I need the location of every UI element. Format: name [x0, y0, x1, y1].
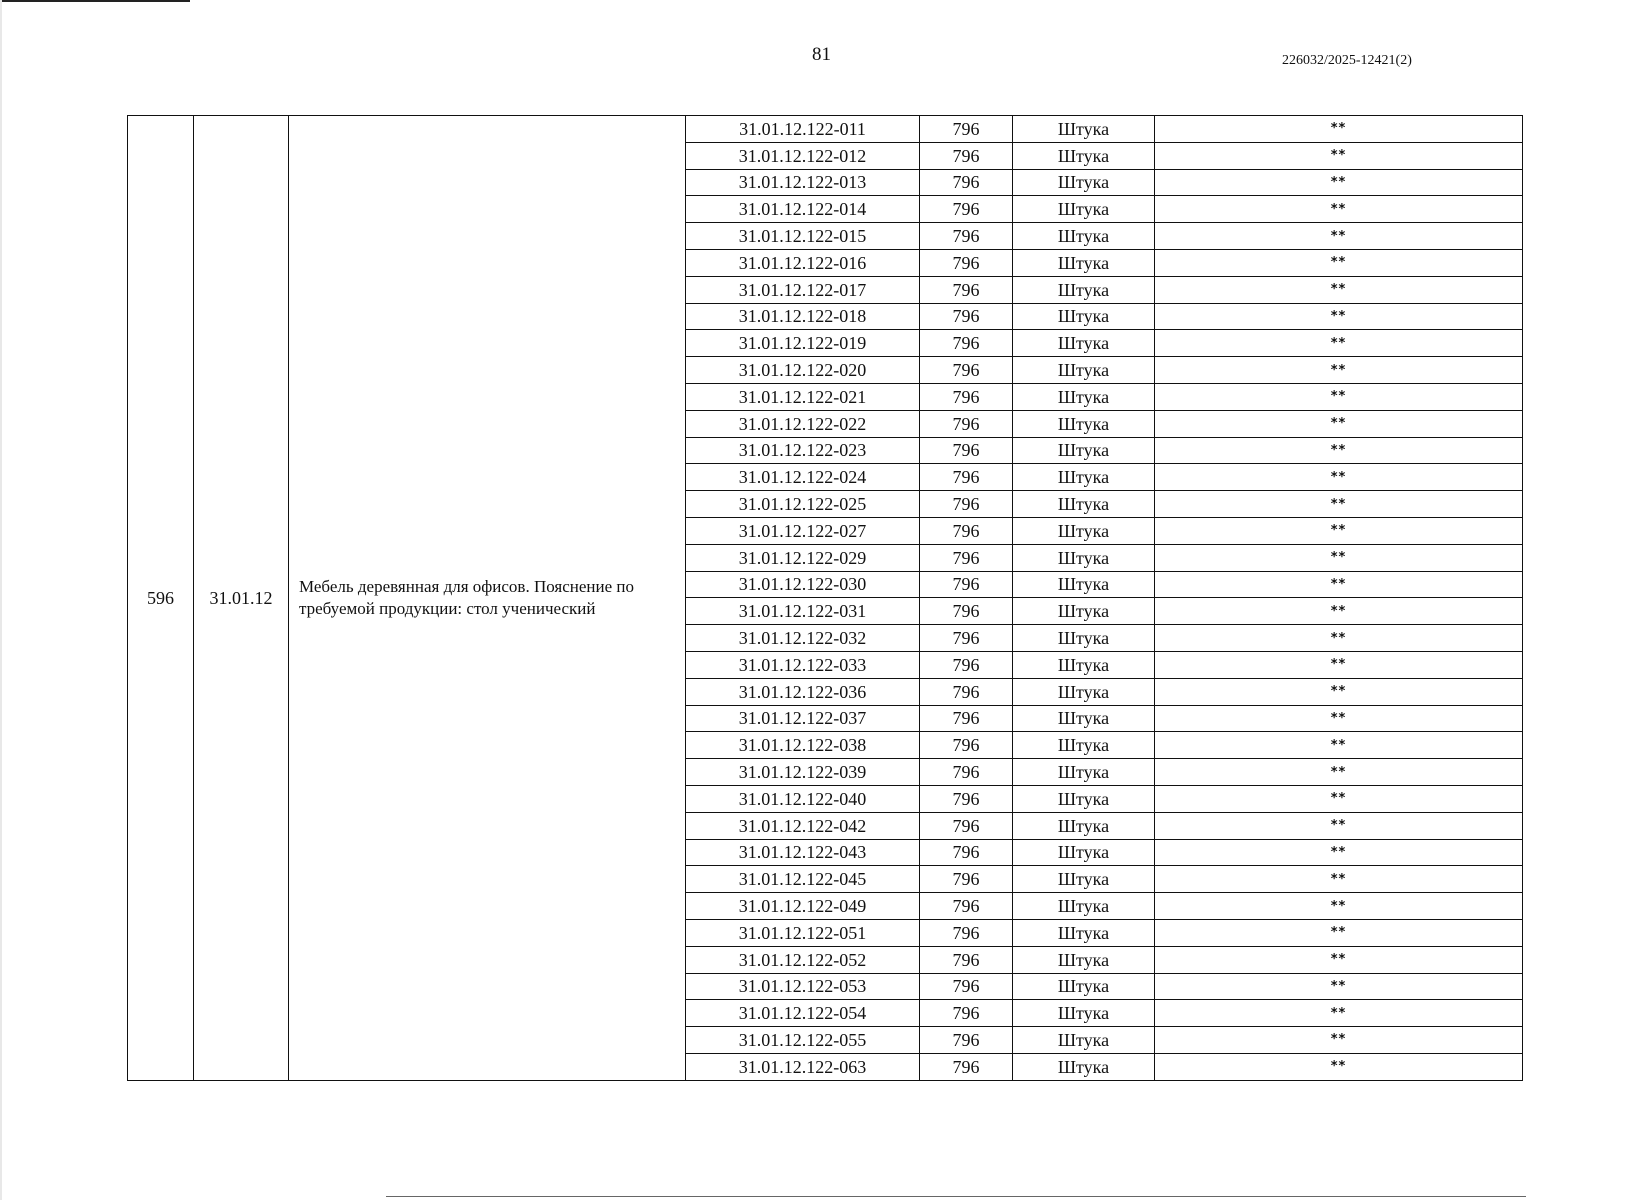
unit-cell: Штука [1013, 169, 1155, 196]
ktru-code-cell: 31.01.12.122-032 [686, 625, 920, 652]
requirement-mark-cell: ** [1155, 678, 1523, 705]
okpd-code-cell: 31.01.12 [194, 116, 289, 1081]
okei-code-cell: 796 [920, 410, 1013, 437]
ktru-code-cell: 31.01.12.122-025 [686, 491, 920, 518]
okei-code-cell: 796 [920, 678, 1013, 705]
requirement-mark-cell: ** [1155, 276, 1523, 303]
requirement-mark-cell: ** [1155, 437, 1523, 464]
ktru-code-cell: 31.01.12.122-017 [686, 276, 920, 303]
unit-cell: Штука [1013, 276, 1155, 303]
unit-cell: Штука [1013, 598, 1155, 625]
requirement-mark-cell: ** [1155, 785, 1523, 812]
ktru-code-cell: 31.01.12.122-020 [686, 357, 920, 384]
requirement-mark-cell: ** [1155, 491, 1523, 518]
unit-cell: Штука [1013, 919, 1155, 946]
unit-cell: Штука [1013, 330, 1155, 357]
ktru-code-cell: 31.01.12.122-042 [686, 812, 920, 839]
scan-edge-left [0, 0, 2, 1200]
okei-code-cell: 796 [920, 383, 1013, 410]
okei-code-cell: 796 [920, 1000, 1013, 1027]
ktru-code-cell: 31.01.12.122-045 [686, 866, 920, 893]
requirement-mark-cell: ** [1155, 946, 1523, 973]
okei-code-cell: 796 [920, 625, 1013, 652]
ktru-code-cell: 31.01.12.122-039 [686, 759, 920, 786]
unit-cell: Штука [1013, 1027, 1155, 1054]
okei-code-cell: 796 [920, 223, 1013, 250]
okei-code-cell: 796 [920, 544, 1013, 571]
unit-cell: Штука [1013, 759, 1155, 786]
unit-cell: Штука [1013, 517, 1155, 544]
requirement-mark-cell: ** [1155, 732, 1523, 759]
okei-code-cell: 796 [920, 249, 1013, 276]
unit-cell: Штука [1013, 464, 1155, 491]
item-number-cell: 596 [128, 116, 194, 1081]
unit-cell: Штука [1013, 1000, 1155, 1027]
requirement-mark-cell: ** [1155, 330, 1523, 357]
ktru-code-cell: 31.01.12.122-024 [686, 464, 920, 491]
ktru-code-cell: 31.01.12.122-049 [686, 893, 920, 920]
requirement-mark-cell: ** [1155, 410, 1523, 437]
ktru-code-cell: 31.01.12.122-016 [686, 249, 920, 276]
ktru-code-cell: 31.01.12.122-036 [686, 678, 920, 705]
okei-code-cell: 796 [920, 330, 1013, 357]
ktru-code-cell: 31.01.12.122-052 [686, 946, 920, 973]
requirement-mark-cell: ** [1155, 839, 1523, 866]
unit-cell: Штука [1013, 973, 1155, 1000]
ktru-code-cell: 31.01.12.122-037 [686, 705, 920, 732]
okei-code-cell: 796 [920, 571, 1013, 598]
ktru-code-cell: 31.01.12.122-021 [686, 383, 920, 410]
unit-cell: Штука [1013, 544, 1155, 571]
okei-code-cell: 796 [920, 893, 1013, 920]
ktru-code-cell: 31.01.12.122-015 [686, 223, 920, 250]
okei-code-cell: 796 [920, 169, 1013, 196]
okei-code-cell: 796 [920, 839, 1013, 866]
unit-cell: Штука [1013, 491, 1155, 518]
unit-cell: Штука [1013, 437, 1155, 464]
unit-cell: Штука [1013, 651, 1155, 678]
ktru-code-cell: 31.01.12.122-055 [686, 1027, 920, 1054]
requirement-mark-cell: ** [1155, 598, 1523, 625]
okei-code-cell: 796 [920, 759, 1013, 786]
requirement-mark-cell: ** [1155, 866, 1523, 893]
okei-code-cell: 796 [920, 1027, 1013, 1054]
requirement-mark-cell: ** [1155, 1053, 1523, 1080]
okei-code-cell: 796 [920, 116, 1013, 143]
ktru-code-cell: 31.01.12.122-040 [686, 785, 920, 812]
requirement-mark-cell: ** [1155, 625, 1523, 652]
scan-edge-bottom [386, 1196, 1526, 1197]
unit-cell: Штука [1013, 893, 1155, 920]
requirement-mark-cell: ** [1155, 893, 1523, 920]
requirement-mark-cell: ** [1155, 544, 1523, 571]
requirement-mark-cell: ** [1155, 705, 1523, 732]
okei-code-cell: 796 [920, 196, 1013, 223]
requirement-mark-cell: ** [1155, 464, 1523, 491]
unit-cell: Штука [1013, 249, 1155, 276]
ktru-code-cell: 31.01.12.122-022 [686, 410, 920, 437]
okei-code-cell: 796 [920, 464, 1013, 491]
ktru-code-cell: 31.01.12.122-014 [686, 196, 920, 223]
ktru-code-cell: 31.01.12.122-053 [686, 973, 920, 1000]
table-row [128, 116, 1523, 143]
unit-cell: Штука [1013, 839, 1155, 866]
unit-cell: Штука [1013, 785, 1155, 812]
requirement-mark-cell: ** [1155, 571, 1523, 598]
unit-cell: Штука [1013, 383, 1155, 410]
ktru-code-cell: 31.01.12.122-031 [686, 598, 920, 625]
ktru-code-cell: 31.01.12.122-033 [686, 651, 920, 678]
unit-cell: Штука [1013, 357, 1155, 384]
unit-cell: Штука [1013, 196, 1155, 223]
unit-cell: Штука [1013, 142, 1155, 169]
unit-cell: Штука [1013, 410, 1155, 437]
unit-cell: Штука [1013, 678, 1155, 705]
products-table-body [128, 116, 1523, 1081]
requirement-mark-cell: ** [1155, 116, 1523, 143]
okei-code-cell: 796 [920, 946, 1013, 973]
okei-code-cell: 796 [920, 732, 1013, 759]
requirement-mark-cell: ** [1155, 517, 1523, 544]
unit-cell: Штука [1013, 223, 1155, 250]
requirement-mark-cell: ** [1155, 651, 1523, 678]
okei-code-cell: 796 [920, 491, 1013, 518]
okei-code-cell: 796 [920, 357, 1013, 384]
requirement-mark-cell: ** [1155, 919, 1523, 946]
requirement-mark-cell: ** [1155, 812, 1523, 839]
ktru-code-cell: 31.01.12.122-038 [686, 732, 920, 759]
unit-cell: Штука [1013, 303, 1155, 330]
unit-cell: Штука [1013, 812, 1155, 839]
requirement-mark-cell: ** [1155, 142, 1523, 169]
requirement-mark-cell: ** [1155, 1000, 1523, 1027]
requirement-mark-cell: ** [1155, 973, 1523, 1000]
unit-cell: Штука [1013, 705, 1155, 732]
ktru-code-cell: 31.01.12.122-054 [686, 1000, 920, 1027]
requirement-mark-cell: ** [1155, 249, 1523, 276]
unit-cell: Штука [1013, 571, 1155, 598]
okei-code-cell: 796 [920, 1053, 1013, 1080]
unit-cell: Штука [1013, 116, 1155, 143]
unit-cell: Штука [1013, 866, 1155, 893]
requirement-mark-cell: ** [1155, 383, 1523, 410]
unit-cell: Штука [1013, 1053, 1155, 1080]
okei-code-cell: 796 [920, 705, 1013, 732]
ktru-code-cell: 31.01.12.122-018 [686, 303, 920, 330]
okei-code-cell: 796 [920, 517, 1013, 544]
okei-code-cell: 796 [920, 437, 1013, 464]
description-cell: Мебель деревянная для офисов. Пояснение по требуемой продукции: стол ученический [289, 116, 686, 1081]
okei-code-cell: 796 [920, 276, 1013, 303]
requirement-mark-cell: ** [1155, 169, 1523, 196]
ktru-code-cell: 31.01.12.122-023 [686, 437, 920, 464]
okei-code-cell: 796 [920, 919, 1013, 946]
ktru-code-cell: 31.01.12.122-029 [686, 544, 920, 571]
products-table [127, 115, 1523, 1081]
unit-cell: Штука [1013, 946, 1155, 973]
okei-code-cell: 796 [920, 812, 1013, 839]
ktru-code-cell: 31.01.12.122-011 [686, 116, 920, 143]
ktru-code-cell: 31.01.12.122-063 [686, 1053, 920, 1080]
okei-code-cell: 796 [920, 785, 1013, 812]
ktru-code-cell: 31.01.12.122-027 [686, 517, 920, 544]
requirement-mark-cell: ** [1155, 1027, 1523, 1054]
okei-code-cell: 796 [920, 973, 1013, 1000]
okei-code-cell: 796 [920, 598, 1013, 625]
ktru-code-cell: 31.01.12.122-030 [686, 571, 920, 598]
okei-code-cell: 796 [920, 142, 1013, 169]
ktru-code-cell: 31.01.12.122-019 [686, 330, 920, 357]
requirement-mark-cell: ** [1155, 223, 1523, 250]
requirement-mark-cell: ** [1155, 303, 1523, 330]
ktru-code-cell: 31.01.12.122-051 [686, 919, 920, 946]
okei-code-cell: 796 [920, 651, 1013, 678]
okei-code-cell: 796 [920, 866, 1013, 893]
ktru-code-cell: 31.01.12.122-012 [686, 142, 920, 169]
unit-cell: Штука [1013, 625, 1155, 652]
okei-code-cell: 796 [920, 303, 1013, 330]
page-number: 81 [812, 44, 831, 65]
requirement-mark-cell: ** [1155, 759, 1523, 786]
requirement-mark-cell: ** [1155, 357, 1523, 384]
requirement-mark-cell: ** [1155, 196, 1523, 223]
ktru-code-cell: 31.01.12.122-043 [686, 839, 920, 866]
scan-edge-top [0, 0, 190, 2]
unit-cell: Штука [1013, 732, 1155, 759]
document-id: 226032/2025-12421(2) [1282, 53, 1412, 68]
ktru-code-cell: 31.01.12.122-013 [686, 169, 920, 196]
